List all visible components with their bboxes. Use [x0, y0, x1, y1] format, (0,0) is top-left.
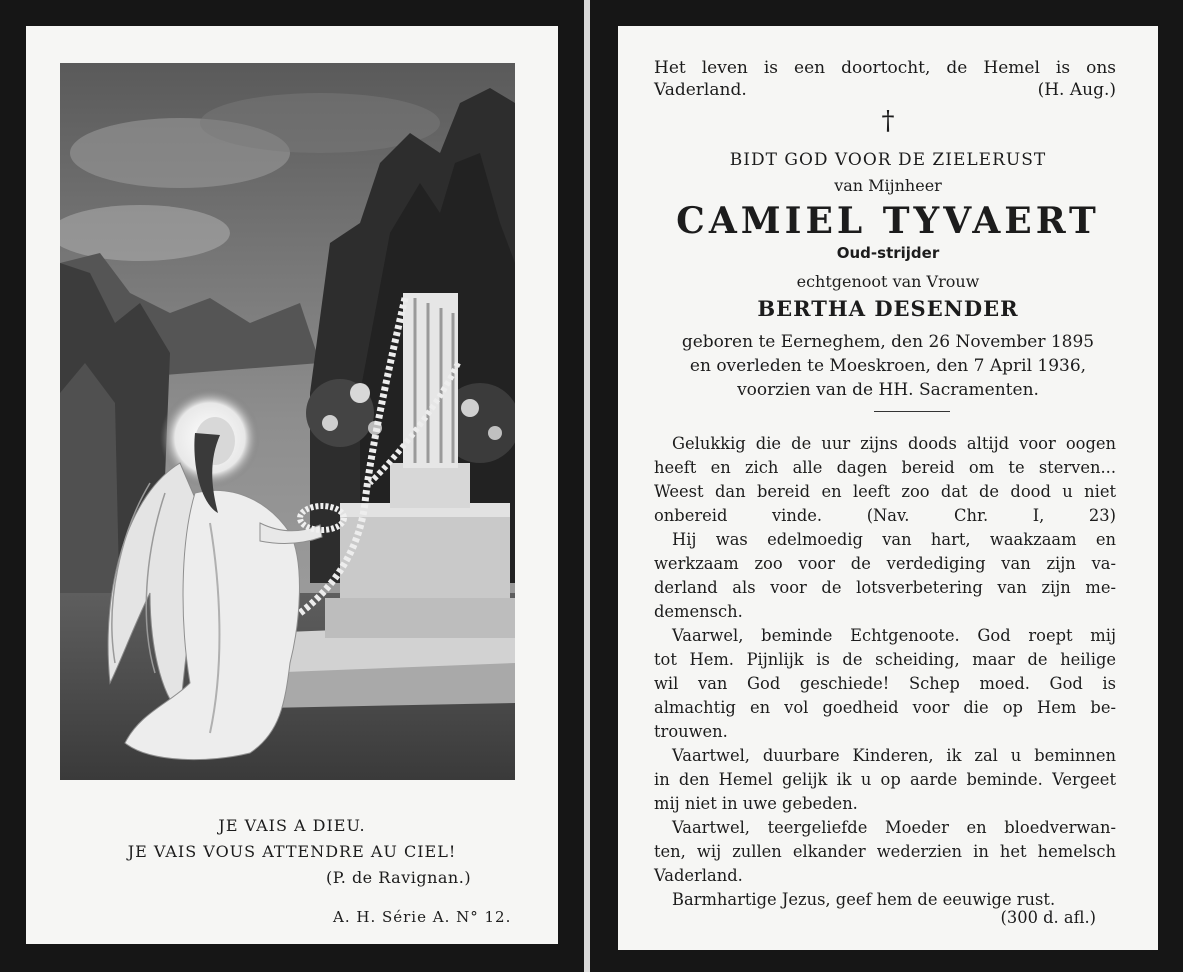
rank: Oud-strijder: [836, 244, 940, 262]
motto-line-2: [654, 80, 1116, 100]
motto-source: (H. Aug.): [1037, 80, 1116, 100]
text-line: Weest dan bereid en leeft zoo dat de dood u niet: [654, 482, 1116, 501]
series-number: A. H. Série A. N° 12.: [333, 908, 512, 926]
angel-tomb-illustration: [60, 63, 515, 780]
text-line: Vaartwel, duurbare Kinderen, ik zal u beminnen: [672, 746, 1116, 765]
quote-attribution: (P. de Ravignan.): [326, 868, 472, 887]
text-line: Barmhartige Jezus, geef hem de eeuwige rust.: [672, 890, 1056, 909]
text-line: werkzaam zoo voor de verdediging van zijn va-: [654, 554, 1116, 573]
paragraph-kinderen: [654, 744, 1116, 816]
text-line: wil van God geschiede! Schep moed. God is: [654, 674, 1116, 693]
french-quote-line-2: JE VAIS VOUS ATTENDRE AU CIEL!: [127, 842, 457, 861]
sacraments-line: voorzien van de HH. Sacramenten.: [737, 380, 1039, 400]
death-line: en overleden te Moeskroen, den 7 April 1936,: [689, 356, 1087, 376]
spouse-intro: echtgenoot van Vrouw: [796, 272, 980, 291]
birth-line: geboren te Eerneghem, den 26 November 1895: [681, 332, 1095, 352]
paragraph-edelmoedig: [654, 528, 1116, 624]
cross-icon: †: [881, 106, 895, 136]
text-line: derland als voor de lotsverbetering van zijn me-: [654, 578, 1116, 597]
text-line: in den Hemel gelijk ik u op aarde beminde. Vergeet: [654, 770, 1116, 789]
prayer-heading: BIDT GOD VOOR DE ZIELERUST: [729, 150, 1047, 170]
text-line: mij niet in uwe gebeden.: [654, 794, 858, 813]
paragraph-echtgenoote: [654, 624, 1116, 744]
text-line: demensch.: [654, 602, 743, 621]
motto-line-1: Het leven is een doortocht, de Hemel is ons: [654, 58, 1116, 78]
right-card-paper: [618, 26, 1158, 950]
text-line: Hij was edelmoedig van hart, waakzaam en: [672, 530, 1116, 549]
text-line: Vaartwel, teergeliefde Moeder en bloedverwan-: [672, 818, 1116, 837]
text-line: [654, 504, 1116, 528]
text-line: almachtig en vol goedheid voor die op Hem be-: [654, 698, 1116, 717]
scripture-reference: (Nav. Chr. I, 23): [866, 506, 1116, 525]
text-line: ten, wij zullen elkander wederzien in het hemelsch: [654, 842, 1116, 861]
text-line: Gelukkig die de uur zijns doods altijd voor oogen: [672, 434, 1116, 453]
indulgence: (300 d. afl.): [1000, 908, 1096, 927]
text-line: tot Hem. Pijnlijk is de scheiding, maar de heilige: [654, 650, 1116, 669]
text-fragment: onbereid vinde.: [654, 506, 823, 525]
text-line: Vaarwel, beminde Echtgenoote. God roept mij: [672, 626, 1116, 645]
text-line: trouwen.: [654, 722, 728, 741]
paragraph-gelukkig: [654, 432, 1116, 528]
french-quote-line-1: JE VAIS A DIEU.: [218, 816, 366, 835]
left-card: [0, 0, 584, 972]
spouse-name: BERTHA DESENDER: [757, 296, 1019, 321]
honorific: van Mijnheer: [834, 176, 942, 195]
divider: [874, 411, 950, 412]
motto-vaderland: Vaderland.: [654, 80, 747, 100]
deceased-name: CAMIEL TYVAERT: [676, 200, 1100, 242]
left-card-paper: [26, 26, 558, 944]
right-card: [590, 0, 1183, 972]
text-line: Vaderland.: [654, 866, 743, 885]
paragraph-moeder: [654, 816, 1116, 888]
text-line: heeft en zich alle dagen bereid om te sterven...: [654, 458, 1116, 477]
